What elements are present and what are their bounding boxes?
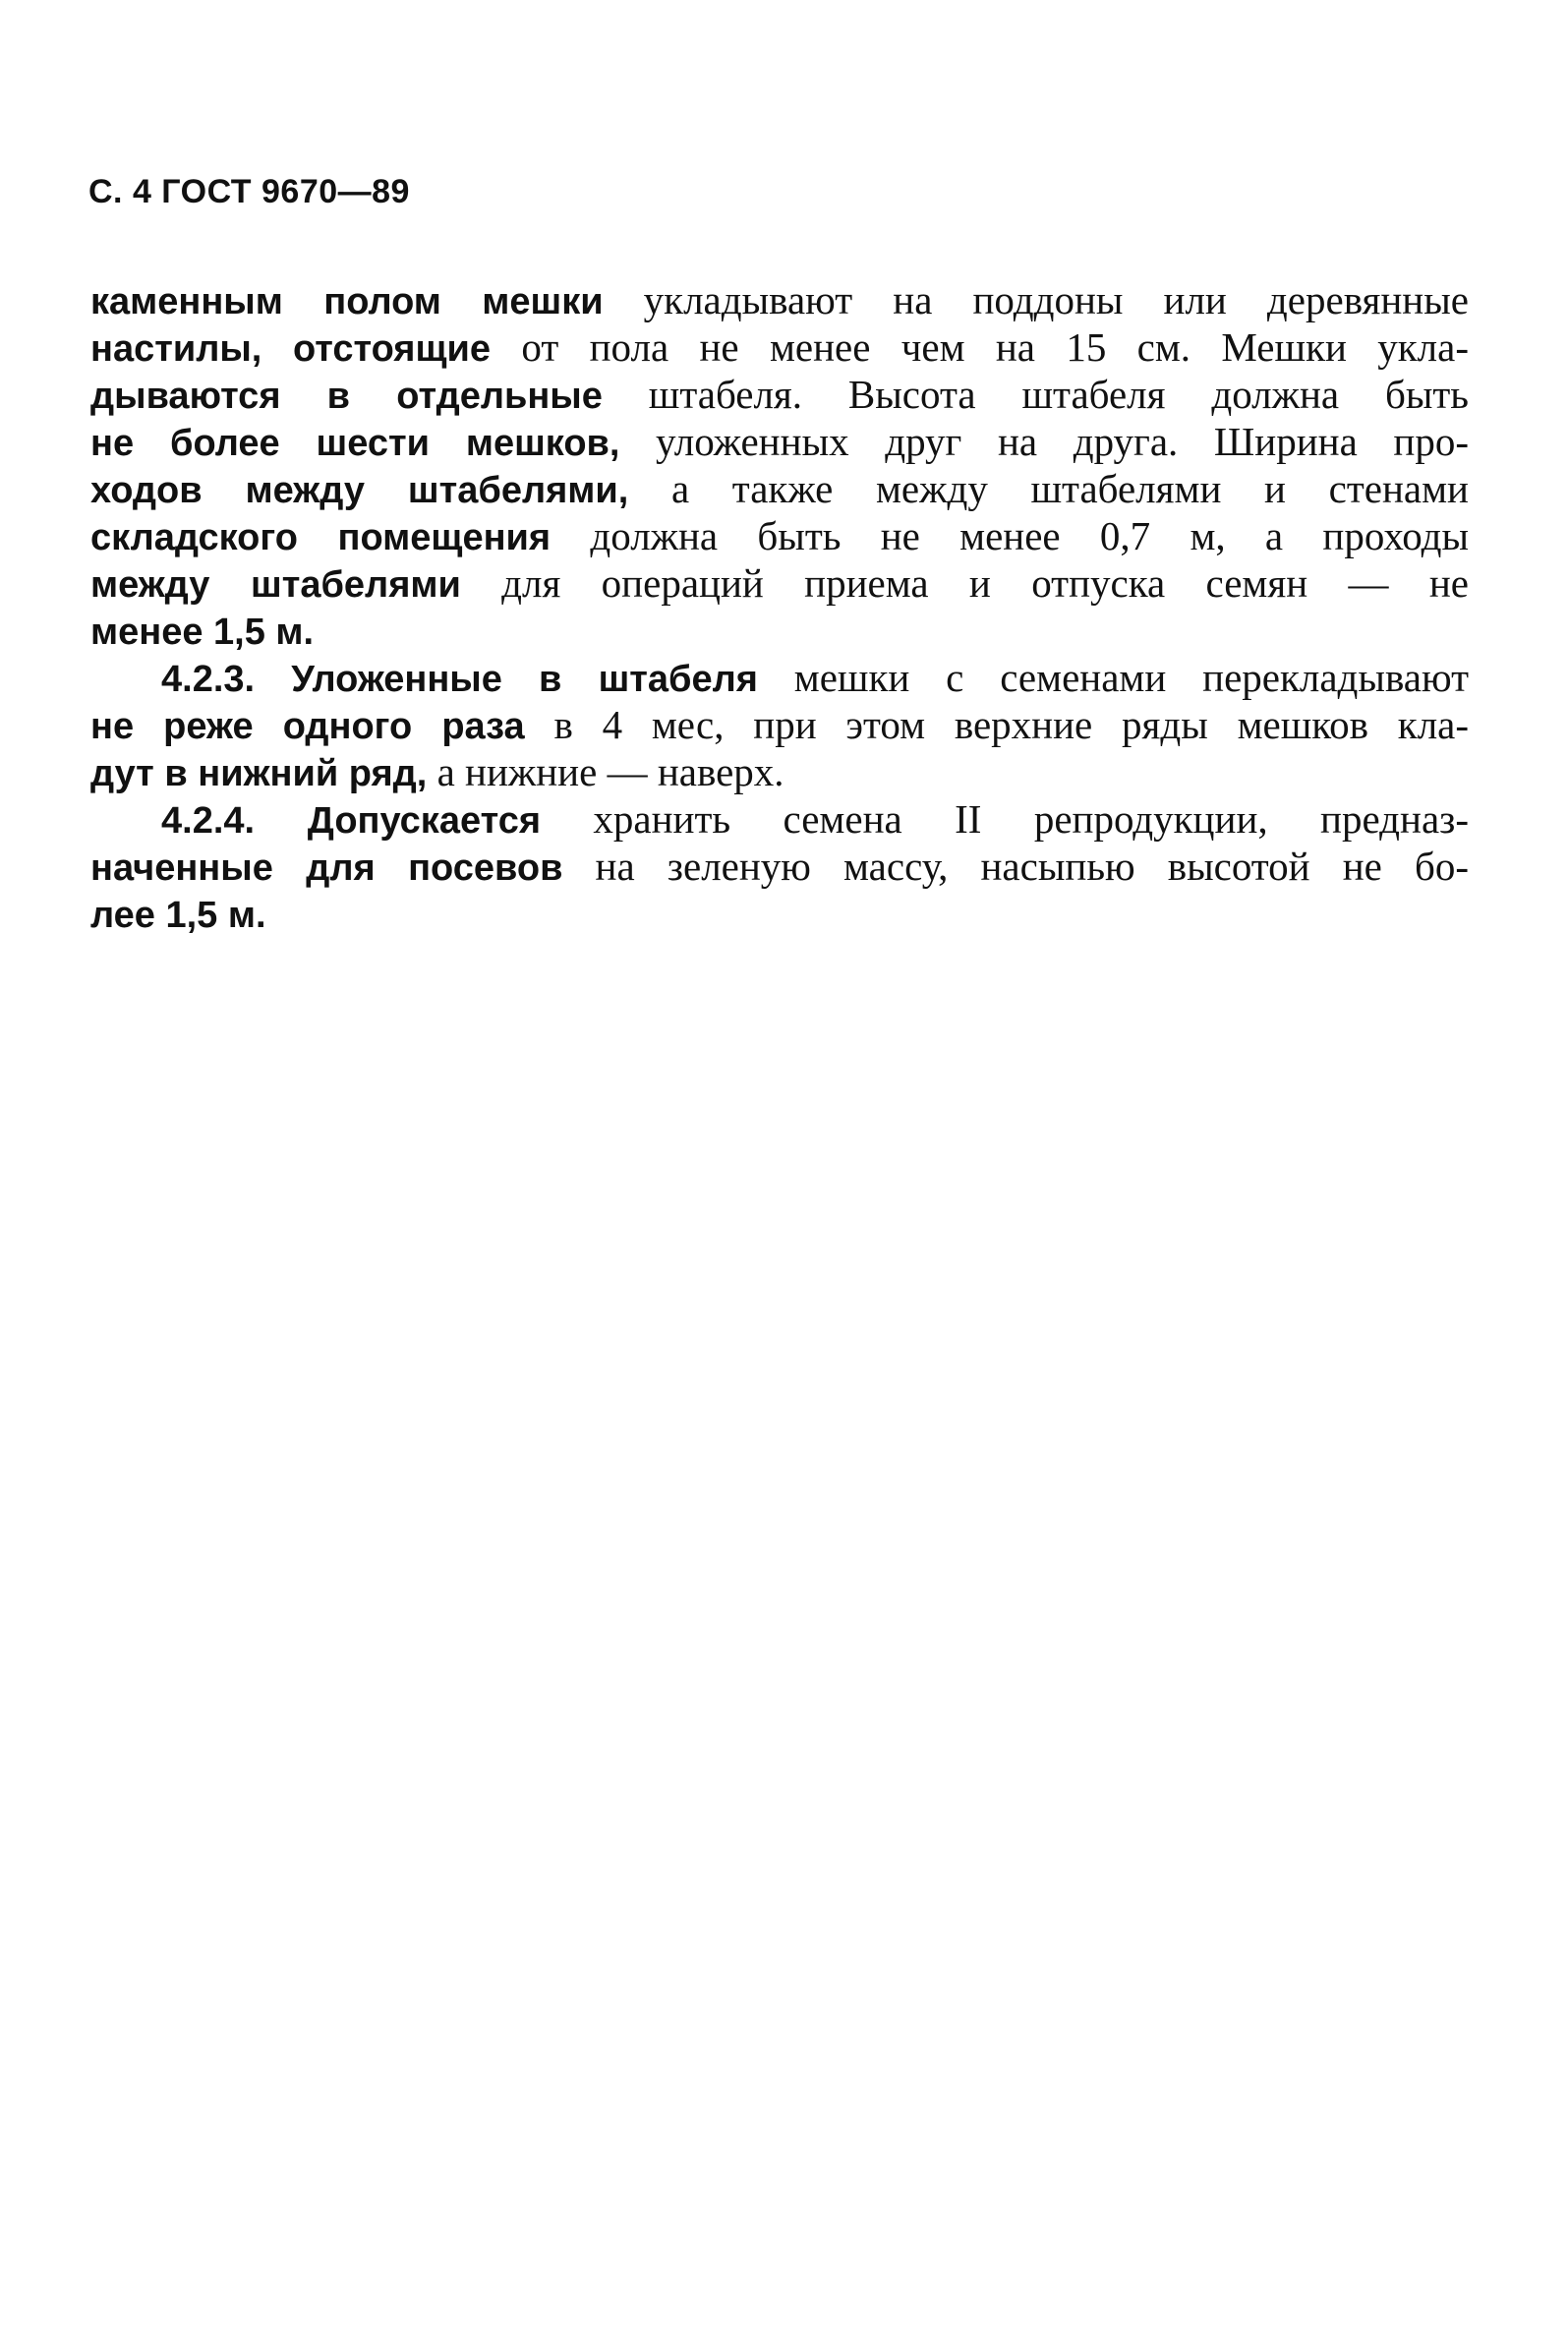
page-header: С. 4 ГОСТ 9670—89: [88, 173, 410, 210]
bold-run: 4.2.3. Уложенные в штабеля: [161, 659, 758, 700]
bold-run: дут в нижний ряд,: [90, 753, 428, 794]
bold-run: складского помещения: [90, 517, 552, 558]
text-run: штабеля. Высота штабеля должна быть: [602, 372, 1469, 417]
text-line: [90, 419, 1469, 466]
text-run: в 4 мес, при этом верхние ряды мешков кла-: [524, 702, 1470, 747]
paragraph-4-2-4-first-line: [90, 796, 1469, 844]
bold-run: настилы, отстоящие: [90, 328, 492, 370]
bold-run: 4.2.4. Допускается: [161, 800, 542, 842]
bold-run: каменным полом мешки: [90, 281, 604, 322]
bold-run: не реже одного раза: [90, 706, 525, 747]
text-run: хранить семена II репродукции, предназ-: [541, 796, 1469, 842]
text-run: от пола не менее чем на 15 см. Мешки укла-: [491, 324, 1469, 370]
bold-run: между штабелями: [90, 564, 461, 606]
text-run: а нижние — наверх.: [427, 749, 784, 794]
text-line: [90, 372, 1469, 419]
bold-run: дываются в отдельные: [90, 376, 603, 417]
text-line: [90, 702, 1469, 749]
bold-run: наченные для посевов: [90, 847, 563, 889]
bold-run: не более шести мешков,: [90, 423, 620, 464]
text-run: на зеленую массу, насыпью высотой не бо-: [562, 844, 1469, 889]
bold-run: лее 1,5 м.: [90, 895, 266, 936]
text-line: [90, 891, 1469, 938]
text-run: а также между штабелями и стенами: [628, 466, 1469, 511]
text-line: [90, 513, 1469, 560]
text-run: укладывают на поддоны или деревянные: [603, 277, 1469, 322]
bold-run: ходов между штабелями,: [90, 470, 629, 511]
paragraph-4-2-3-first-line: [90, 655, 1469, 702]
bold-run: менее 1,5 м.: [90, 612, 315, 653]
text-line: [90, 560, 1469, 608]
text-line: [90, 277, 1469, 324]
text-line: [90, 324, 1469, 372]
text-line: [90, 844, 1469, 891]
text-line: [90, 466, 1469, 513]
document-body: [90, 277, 1469, 938]
text-run: уложенных друг на друга. Ширина про-: [619, 419, 1469, 464]
text-run: должна быть не менее 0,7 м, а проходы: [551, 513, 1469, 558]
text-run: для операций приема и отпуска семян — не: [460, 560, 1469, 606]
text-line: [90, 608, 1469, 655]
text-line: [90, 749, 1469, 796]
text-run: мешки с семенами перекладывают: [757, 655, 1469, 700]
